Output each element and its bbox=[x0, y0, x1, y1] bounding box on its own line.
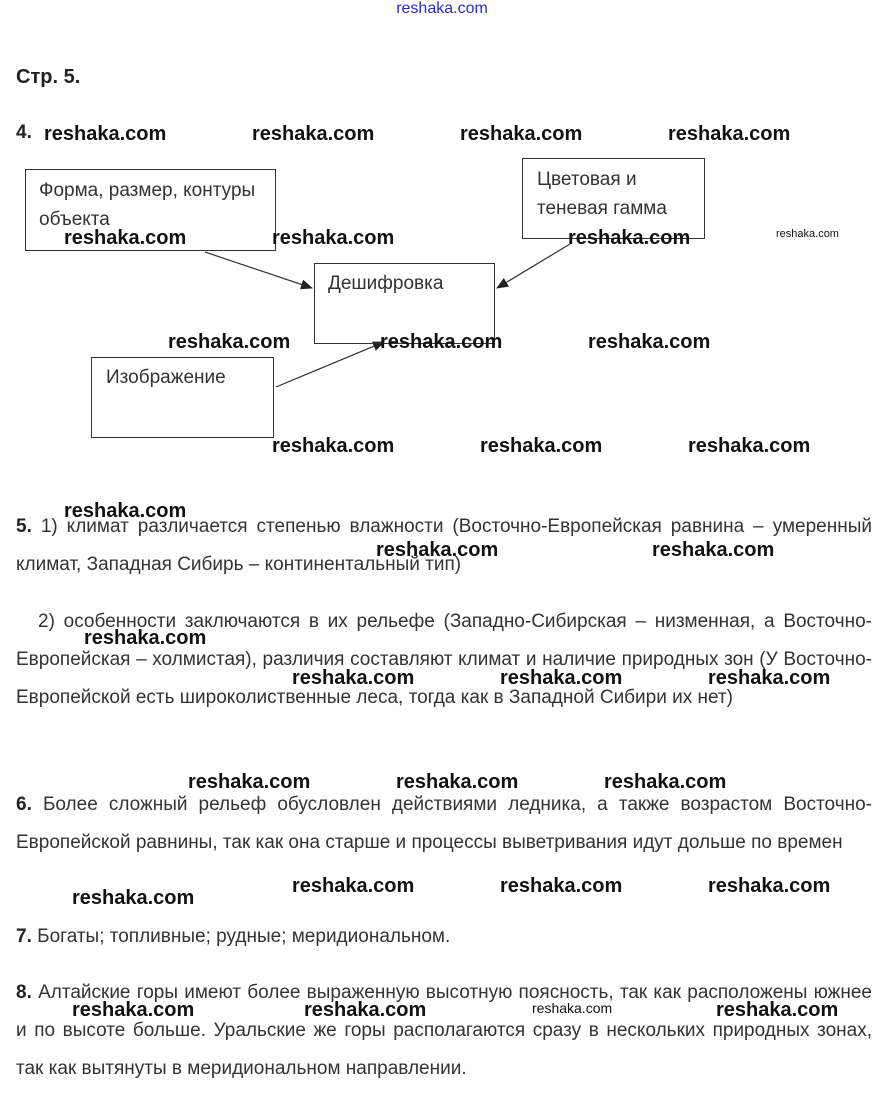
watermark: reshaka.com bbox=[688, 435, 811, 457]
watermark: reshaka.com bbox=[708, 875, 831, 897]
watermark: reshaka.com bbox=[72, 999, 195, 1021]
watermark-small: reshaka.com bbox=[776, 228, 839, 240]
watermark: reshaka.com bbox=[668, 123, 791, 145]
top-watermark[interactable]: reshaka.com bbox=[396, 0, 488, 17]
arrow-form-to-decoding bbox=[205, 252, 312, 288]
watermark: reshaka.com bbox=[272, 227, 395, 249]
task-6-text: Более сложный рельеф обусловлен действиями ледника, а также возрастом Восточно-Европейской равнины, так как она старше и процессы выветривания идут дольше по времен bbox=[16, 794, 872, 853]
watermark: reshaka.com bbox=[292, 667, 415, 689]
task-8-paragraph bbox=[16, 974, 872, 1088]
task-6-paragraph bbox=[16, 786, 872, 862]
task-5-text-1: 1) климат различается степенью влажности (Восточно-Европейская равнина – умеренный климат, Западная Сибирь – континентальный тип) bbox=[16, 516, 872, 575]
watermark: reshaka.com bbox=[460, 123, 583, 145]
box-form-label: Форма, размер, контуры объекта bbox=[39, 180, 256, 230]
box-image-label: Изображение bbox=[106, 367, 226, 388]
watermark: reshaka.com bbox=[604, 771, 727, 793]
box-decoding-label: Дешифровка bbox=[328, 273, 444, 294]
task-4-number: 4. bbox=[16, 122, 32, 143]
box-image bbox=[91, 357, 274, 438]
task-8-text: Алтайские горы имеют более выраженную высотную поясность, так как расположены южнее и по высоте больше. Уральские же горы располагаются сразу в нескольких природных зонах, так как вытянуты в меридиональном направлении. bbox=[16, 982, 872, 1079]
watermark: reshaka.com bbox=[44, 123, 167, 145]
watermark: reshaka.com bbox=[716, 999, 839, 1021]
watermark: reshaka.com bbox=[500, 875, 623, 897]
watermark: reshaka.com bbox=[708, 667, 831, 689]
watermark: reshaka.com bbox=[168, 331, 291, 353]
task-8-number: 8. bbox=[16, 982, 32, 1003]
watermark: reshaka.com bbox=[652, 539, 775, 561]
box-color-label: Цветовая и теневая гамма bbox=[537, 169, 667, 219]
watermark: reshaka.com bbox=[188, 771, 311, 793]
arrow-image-to-decoding bbox=[276, 342, 384, 387]
watermark: reshaka.com bbox=[252, 123, 375, 145]
task-5-text-2: 2) особенности заключаются в их рельефе (Западно-Сибирская – низменная, а Восточно-Европейская – холмистая), различия составляют климат и наличие природных зон (У Восточно-Европейской есть широколиственные леса, тогда как в Западной Сибири их нет) bbox=[16, 611, 872, 708]
watermark: reshaka.com bbox=[396, 771, 519, 793]
watermark: reshaka.com bbox=[588, 331, 711, 353]
watermark: reshaka.com bbox=[500, 667, 623, 689]
task-7-text: Богаты; топливные; рудные; меридиональном. bbox=[37, 926, 451, 947]
task-5-paragraph-2 bbox=[16, 603, 872, 717]
watermark: reshaka.com bbox=[568, 227, 691, 249]
task-7-number: 7. bbox=[16, 926, 32, 947]
watermark: reshaka.com bbox=[64, 500, 187, 522]
task-6-number: 6. bbox=[16, 794, 32, 815]
watermark: reshaka.com bbox=[272, 435, 395, 457]
arrow-color-to-decoding bbox=[497, 244, 570, 288]
watermark: reshaka.com bbox=[292, 875, 415, 897]
page-label: Стр. 5. bbox=[16, 66, 81, 88]
watermark: reshaka.com bbox=[376, 539, 499, 561]
task-7-paragraph bbox=[16, 918, 872, 956]
watermark: reshaka.com bbox=[480, 435, 603, 457]
watermark: reshaka.com bbox=[380, 331, 503, 353]
watermark: reshaka.com bbox=[304, 999, 427, 1021]
watermark: reshaka.com bbox=[64, 227, 187, 249]
watermark: reshaka.com bbox=[84, 627, 207, 649]
watermark-small: reshaka.com bbox=[532, 1000, 613, 1016]
watermark: reshaka.com bbox=[72, 887, 195, 909]
task-5-number: 5. bbox=[16, 516, 32, 537]
